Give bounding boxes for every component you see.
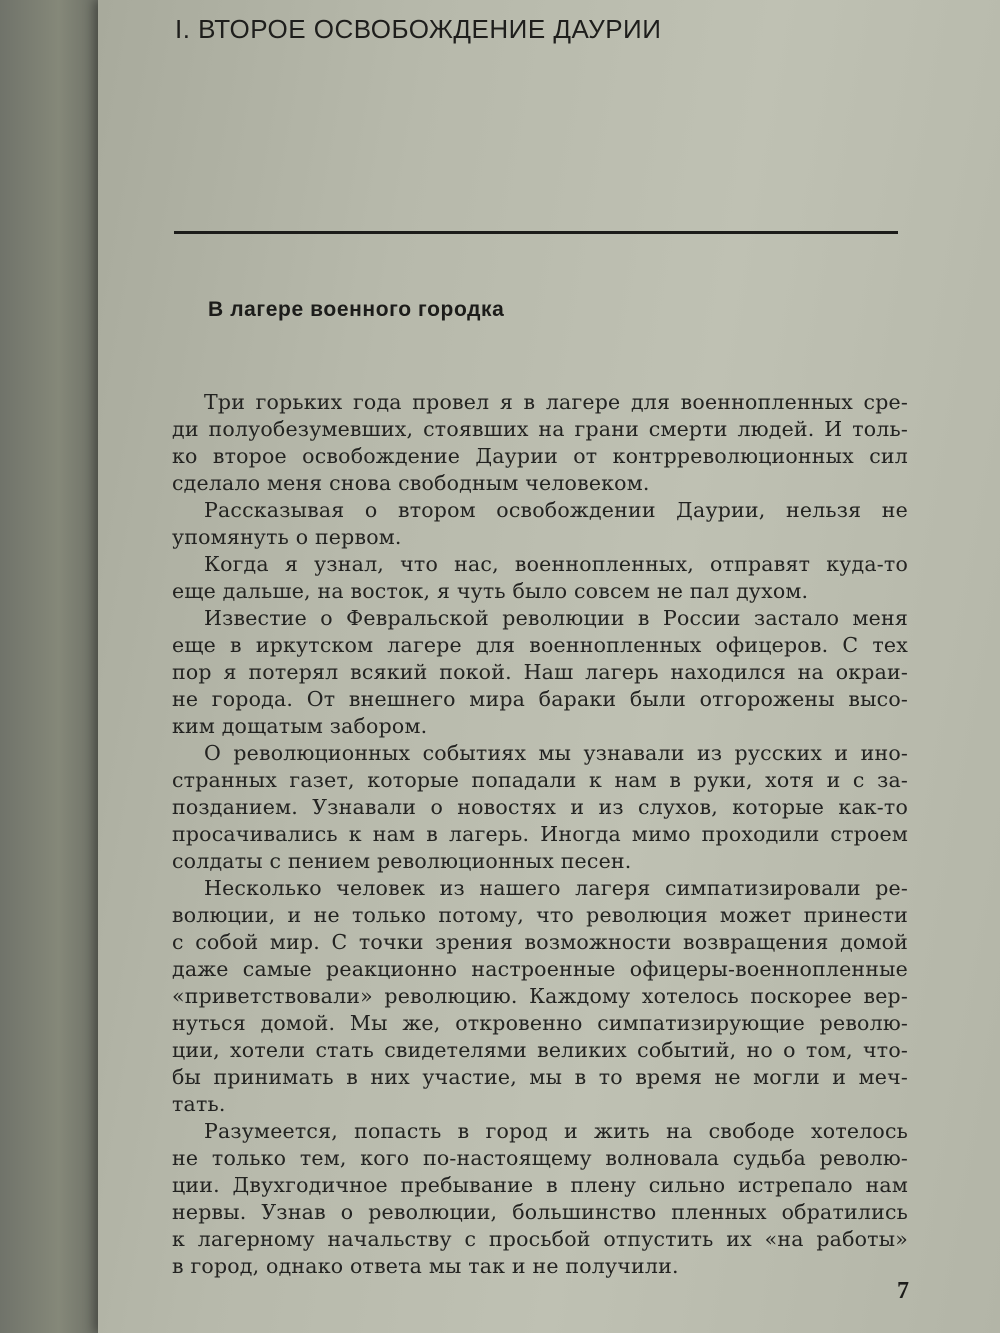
paragraph (172, 497, 908, 551)
paragraph (172, 1118, 908, 1280)
text-line: Разумеется, попасть в город и жить на свободе хотелось (204, 1119, 908, 1143)
text-line: ции, хотели стать свидетелями великих событий, но о том, что- (172, 1038, 908, 1062)
page-number: 7 (897, 1278, 909, 1304)
text-line: тать. (172, 1092, 226, 1116)
text-line: «приветствовали» революцию. Каждому хотелось поскорее вер- (172, 984, 908, 1008)
text-line: еще в иркутском лагере для военнопленных офицеров. С тех (172, 633, 908, 657)
text-line: в город, однако ответа мы так и не получили. (172, 1254, 679, 1278)
text-line: позданием. Узнавали о новостях и из слухов, которые как-то (172, 795, 908, 819)
body-text (172, 389, 908, 1280)
text-line: странных газет, которые попадали к нам в руки, хотя и с за- (172, 768, 908, 792)
text-line: Несколько человек из нашего лагеря симпатизировали ре- (204, 876, 908, 900)
text-line: бы принимать в них участие, мы в то время не могли и меч- (172, 1065, 908, 1089)
section-title: В лагере военного городка (208, 298, 505, 321)
horizontal-rule (174, 231, 898, 234)
text-line: нервы. Узнав о революции, большинство пленных обратились (172, 1200, 908, 1224)
text-line: Рассказывая о втором освобождении Даурии, нельзя не (204, 498, 908, 522)
text-line: Известие о Февральской революции в России застало меня (204, 606, 908, 630)
text-line: солдаты с пением революционных песен. (172, 849, 632, 873)
text-line: просачивались к нам в лагерь. Иногда мимо проходили строем (172, 822, 908, 846)
paragraph (172, 740, 908, 875)
text-line: не только тем, кого по-настоящему волновала судьба револю- (172, 1146, 908, 1170)
text-line: пор я потерял всякий покой. Наш лагерь находился на окраи- (172, 660, 908, 684)
chapter-title: I. ВТОРОЕ ОСВОБОЖДЕНИЕ ДАУРИИ (175, 14, 662, 44)
text-line: даже самые реакционно настроенные офицеры-военнопленные (172, 957, 908, 981)
text-line: не города. От внешнего мира бараки были отгорожены высо- (172, 687, 908, 711)
book-gutter (0, 0, 98, 1333)
text-line: ции. Двухгодичное пребывание в плену сильно истрепало нам (172, 1173, 908, 1197)
text-line: ким дощатым забором. (172, 714, 428, 738)
paragraph (172, 551, 908, 605)
paragraph (172, 389, 908, 497)
text-line: к лагерному начальству с просьбой отпустить их «на работы» (172, 1227, 908, 1251)
text-line: еще дальше, на восток, я чуть было совсем не пал духом. (172, 579, 809, 603)
text-line: ко второе освобождение Даурии от контрреволюционных сил (172, 444, 908, 468)
text-line: сделало меня снова свободным человеком. (172, 471, 650, 495)
text-line: с собой мир. С точки зрения возможности возвращения домой (172, 930, 908, 954)
text-line: Когда я узнал, что нас, военнопленных, отправят куда-то (204, 552, 908, 576)
text-line: волюции, и не только потому, что революция может принести (172, 903, 908, 927)
text-line: упомянуть о первом. (172, 525, 402, 549)
paragraph (172, 875, 908, 1118)
paragraph (172, 605, 908, 740)
text-line: Три горьких года провел я в лагере для военнопленных сре- (204, 390, 908, 414)
text-line: нуться домой. Мы же, откровенно симпатизирующие револю- (172, 1011, 908, 1035)
text-line: ди полуобезумевших, стоявших на грани смерти людей. И толь- (172, 417, 908, 441)
text-line: О революционных событиях мы узнавали из русских и ино- (204, 741, 908, 765)
